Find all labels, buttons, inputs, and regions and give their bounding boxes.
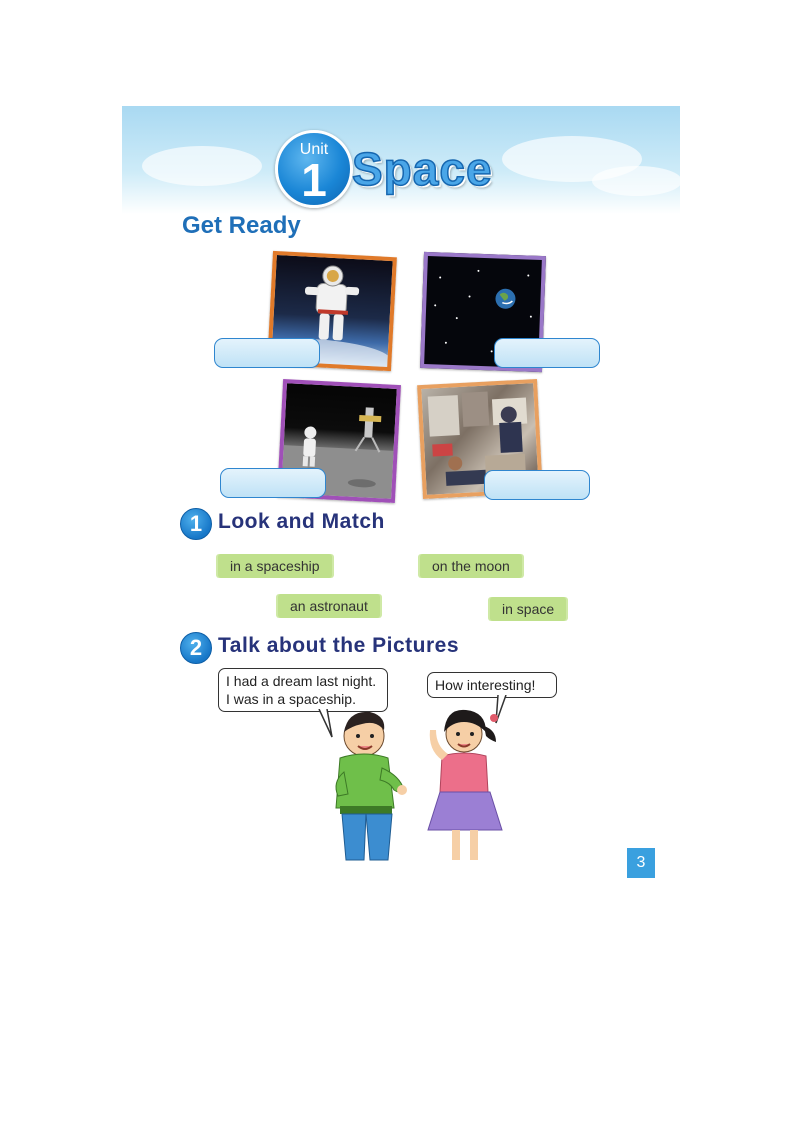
phrase-tag-space[interactable]: in space [490, 597, 566, 621]
section-talk-about-pictures [180, 632, 520, 664]
label-blank-spaceship[interactable] [484, 470, 590, 500]
page-number: 3 [627, 848, 655, 878]
section-number-2: 2 [180, 632, 212, 664]
label-blank-astronaut[interactable] [214, 338, 320, 368]
unit-title: Space [352, 143, 493, 195]
boy-line-2: I was in a spaceship. [226, 691, 356, 707]
section-look-and-match [180, 508, 480, 540]
label-blank-space[interactable] [494, 338, 600, 368]
textbook-page [122, 106, 680, 886]
unit-label: Unit [299, 141, 329, 158]
girl-speech-bubble [427, 672, 557, 698]
phrase-tag-spaceship[interactable]: in a spaceship [218, 554, 332, 578]
boy-line-1: I had a dream last night. [226, 673, 377, 689]
unit-badge [275, 130, 353, 208]
get-ready-heading: Get Ready [182, 212, 301, 239]
unit-number: 1 [301, 154, 327, 206]
phrase-tag-astronaut[interactable]: an astronaut [278, 594, 380, 618]
section-title-2: Talk about the Pictures [218, 634, 459, 657]
girl-illustration [420, 704, 510, 869]
phrase-tag-moon[interactable]: on the moon [420, 554, 522, 578]
label-blank-moon[interactable] [220, 468, 326, 498]
girl-line: How interesting! [435, 677, 536, 693]
boy-illustration [318, 706, 418, 866]
section-number-1: 1 [180, 508, 212, 540]
section-title-1: Look and Match [218, 510, 385, 533]
